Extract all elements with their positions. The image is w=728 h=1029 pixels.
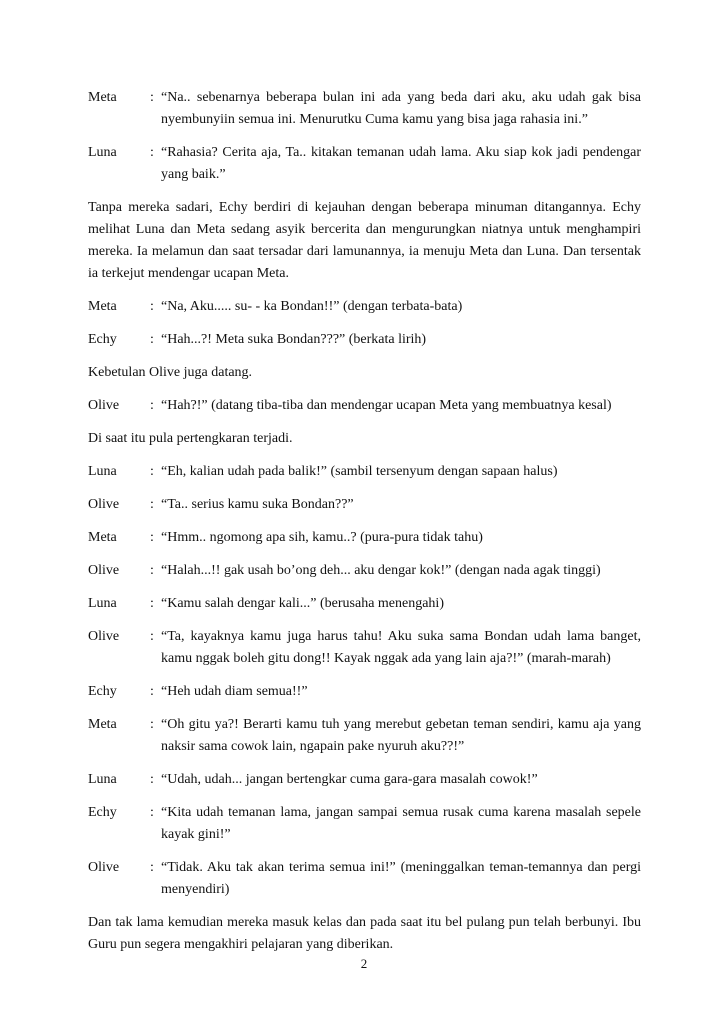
speaker-name: Luna [88, 596, 117, 611]
dialog-line [88, 87, 641, 131]
dialog-text: “Heh udah diam semua!!” [161, 684, 308, 699]
speaker-name: Echy [88, 684, 117, 699]
dialog-text: “Kita udah temanan lama, jangan sampai semua rusak cuma karena masalah sepele kayak gini!” [161, 805, 641, 842]
speaker-colon: : [150, 464, 154, 479]
dialog-text: “Udah, udah... jangan bertengkar cuma gara-gara masalah cowok!” [161, 772, 538, 787]
speaker-name: Meta [88, 299, 117, 314]
speaker-name: Luna [88, 464, 117, 479]
dialog-text: “Ta, kayaknya kamu juga harus tahu! Aku suka sama Bondan udah lama banget, kamu nggak boleh gitu dong!! Kayak nggak ada yang lain aja?!” (marah-marah) [161, 629, 641, 666]
dialog-line [88, 142, 641, 186]
speaker-colon: : [150, 860, 154, 875]
dialog-text: “Tidak. Aku tak akan terima semua ini!” (meninggalkan teman-temannya dan pergi menyendiri) [161, 860, 641, 897]
dialog-line [88, 769, 641, 791]
speaker-name: Meta [88, 717, 117, 732]
document-page [88, 87, 641, 967]
speaker-name: Olive [88, 497, 120, 512]
speaker-name: Meta [88, 530, 117, 545]
dialog-line [88, 296, 641, 318]
dialog-text: “Ta.. serius kamu suka Bondan??” [161, 497, 354, 512]
dialog-line [88, 527, 641, 549]
speaker-colon: : [150, 772, 154, 787]
speaker-name: Olive [88, 860, 120, 875]
speaker-colon: : [150, 717, 154, 732]
speaker-colon: : [150, 145, 154, 160]
dialog-text: “Hmm.. ngomong apa sih, kamu..? (pura-pura tidak tahu) [161, 530, 483, 545]
speaker-name: Luna [88, 145, 117, 160]
narration-paragraph: Di saat itu pula pertengkaran terjadi. [88, 431, 293, 446]
speaker-name: Luna [88, 772, 117, 787]
dialog-line [88, 560, 641, 582]
dialog-line [88, 681, 641, 703]
dialog-text: “Hah...?! Meta suka Bondan???” (berkata lirih) [161, 332, 427, 347]
speaker-name: Olive [88, 629, 120, 644]
dialog-line [88, 857, 641, 901]
speaker-colon: : [150, 805, 154, 820]
speaker-colon: : [150, 299, 154, 314]
page-number: 2 [360, 956, 368, 971]
dialog-line [88, 395, 641, 417]
dialog-text: “Hah?!” (datang tiba-tiba dan mendengar ucapan Meta yang membuatnya kesal) [161, 398, 612, 413]
dialog-text: “Na.. sebenarnya beberapa bulan ini ada yang beda dari aku, aku udah gak bisa nyembunyiin semua ini. Menurutku Cuma kamu yang bisa jaga rahasia ini.” [161, 90, 641, 127]
dialog-line [88, 461, 641, 483]
speaker-colon: : [150, 530, 154, 545]
dialog-text: “Eh, kalian udah pada balik!” (sambil tersenyum dengan sapaan halus) [161, 464, 558, 479]
speaker-colon: : [150, 596, 154, 611]
narration-paragraph: Dan tak lama kemudian mereka masuk kelas dan pada saat itu bel pulang pun telah berbunyi. Ibu Guru pun segera mengakhiri pelajaran yang diberikan. [88, 915, 641, 952]
dialog-line [88, 714, 641, 758]
speaker-colon: : [150, 563, 154, 578]
speaker-name: Echy [88, 332, 117, 347]
dialog-text: “Oh gitu ya?! Berarti kamu tuh yang merebut gebetan teman sendiri, kamu aja yang naksir sama cowok lain, ngapain pake nyuruh aku??!” [161, 717, 641, 754]
dialog-line [88, 626, 641, 670]
dialog-line [88, 494, 641, 516]
dialog-text: “Rahasia? Cerita aja, Ta.. kitakan temanan udah lama. Aku siap kok jadi pendengar yang baik.” [161, 145, 641, 182]
dialog-line [88, 593, 641, 615]
narration-paragraph: Kebetulan Olive juga datang. [88, 365, 253, 380]
dialog-line [88, 802, 641, 846]
speaker-colon: : [150, 398, 154, 413]
dialog-text: “Kamu salah dengar kali...” (berusaha menengahi) [161, 596, 444, 611]
dialog-text: “Na, Aku..... su- - ka Bondan!!” (dengan terbata-bata) [161, 299, 463, 314]
dialog-line [88, 329, 641, 351]
speaker-name: Echy [88, 805, 117, 820]
speaker-name: Olive [88, 563, 120, 578]
speaker-name: Meta [88, 90, 117, 105]
speaker-colon: : [150, 684, 154, 699]
speaker-name: Olive [88, 398, 120, 413]
speaker-colon: : [150, 332, 154, 347]
narration-paragraph: Tanpa mereka sadari, Echy berdiri di kejauhan dengan beberapa minuman ditangannya. Echy melihat Luna dan Meta sedang asyik bercerita dan mengurungkan niatnya untuk menghampiri mereka. Ia melamun dan saat tersadar dari lamunannya, ia menuju Meta dan Luna. Dan tersentak ia terkejut mendengar ucapan Meta. [88, 200, 641, 281]
speaker-colon: : [150, 497, 154, 512]
speaker-colon: : [150, 90, 154, 105]
speaker-colon: : [150, 629, 154, 644]
dialog-text: “Halah...!! gak usah bo’ong deh... aku dengar kok!” (dengan nada agak tinggi) [161, 563, 601, 578]
